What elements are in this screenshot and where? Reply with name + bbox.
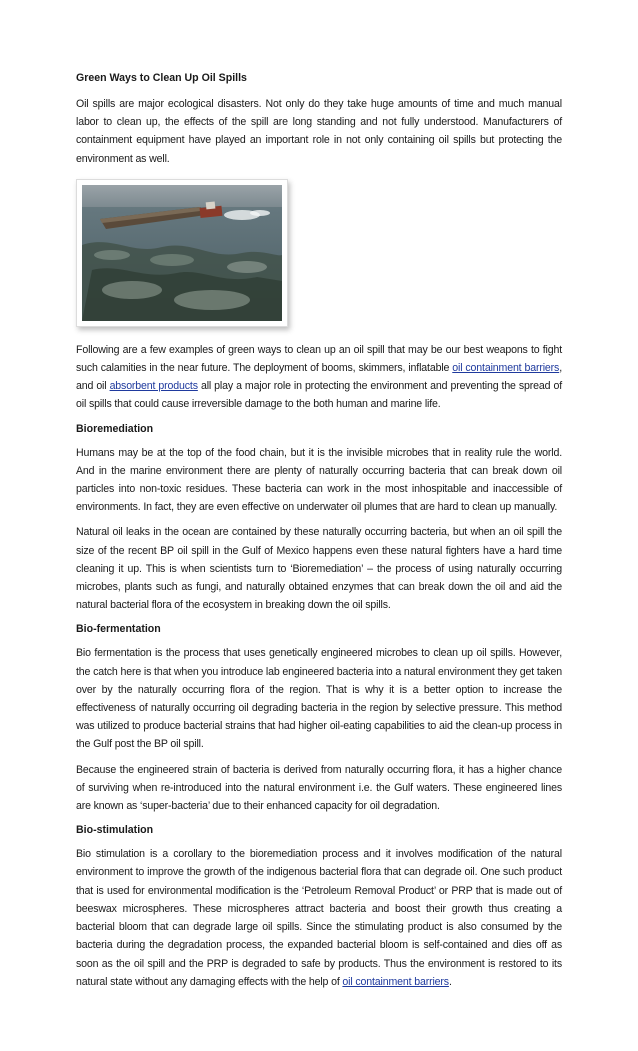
examples-text-b: , and oil xyxy=(76,362,562,393)
examples-paragraph xyxy=(76,341,562,414)
absorbent-products-link[interactable]: absorbent products xyxy=(109,380,198,393)
bioremediation-heading: Bioremediation xyxy=(76,422,154,435)
oil-spill-photo-frame xyxy=(76,179,288,327)
examples-text-a: Following are a few examples of green ways to clean up an oil spill that may be our best weapons to fight such calamities in the near future. The deployment of booms, skimmers, inflatable xyxy=(76,343,562,375)
bioremediation-paragraph-2: Natural oil leaks in the ocean are contained by these naturally occurring bacteria, but when an oil spill the size of the recent BP oil spill in the Gulf of Mexico happens even these natural fighters have a hard time cleaning it up. This is when scientists turn to ‘Bioremediation’ – the process of using naturally occurring microbes, plants such as fungi, and naturally obtained enzymes that can break down the oil and aid the natural bacterial flora of the ecosystem in breaking down the oil spills. xyxy=(76,526,562,612)
oil-containment-barriers-link[interactable]: oil containment barriers xyxy=(452,362,560,375)
document-page xyxy=(76,70,562,998)
bioremediation-paragraph-1: Humans may be at the top of the food chain, but it is the invisible microbes that in reality rule the world. And in the marine environment there are plenty of naturally occurring bacteria that can break down oil particles into non-toxic residues. These bacteria can work in the most inhospitable and inaccessible of environments. In fact, they are even effective on underwater oil plumes that are hard to clean up manually. xyxy=(76,446,562,514)
biofermentation-paragraph-2: Because the engineered strain of bacteria is derived from naturally occurring flora, it has a higher chance of surviving when re-introduced into the natural environment i.e. the Gulf waters. These engineered lines are known as ‘super-bacteria’ due to their enhanced capacity for oil degradation. xyxy=(76,763,562,813)
oil-containment-barriers-link-2[interactable]: oil containment barriers xyxy=(342,975,449,988)
biofermentation-paragraph-1: Bio fermentation is the process that uses genetically engineered microbes to clean up oil spills. However, the catch here is that when you introduce lab engineered bacteria into a natural environment they get taken over by the naturally occurring flora of the region. That is why it is a better option to increase the effectiveness of naturally occurring oil degrading bacteria in the region by selective pressure. This method was utilized to produce bacterial strains that had higher oil-eating capabilities to aid the clean-up process in the Gulf post the BP oil spill. xyxy=(76,647,562,751)
document-title: Green Ways to Clean Up Oil Spills xyxy=(76,72,247,84)
intro-paragraph: Oil spills are major ecological disasters. Not only do they take huge amounts of time and much manual labor to clean up, the effects of the spill are long standing and not fully understood. Manufacturers of containment equipment have played an important role in not only containing oil spills but protecting the environment as well. xyxy=(76,98,562,165)
examples-text-c: all play a major role in protecting the environment and preventing the spread of oil spills that could cause irreversible damage to the both human and marine life. xyxy=(76,380,563,411)
biofermentation-heading: Bio-fermentation xyxy=(76,623,161,636)
biostimulation-text-b: . xyxy=(448,975,452,988)
biostimulation-text-a: Bio stimulation is a corollary to the bioremediation process and it involves modification of the natural environment to improve the growth of the indigenous bacterial flora that can degrade oil. One such product that is used for environmental modification is the ‘Petroleum Removal Product’ or PRP that is made out of beeswax microspheres. These microspheres attract bacteria and boost their growth thus creating a bacterial bloom that can degrade large oil spills. Since the stimulating product is also consumed by the bacteria during the degradation process, the expanded bacterial bloom is self-contained and dies off as soon as the oil spill and the PRP is degraded to safe by products. Thus the environment is restored to its natural state without any damaging effects with the help of xyxy=(76,848,562,988)
biostimulation-heading: Bio-stimulation xyxy=(76,824,154,837)
biostimulation-paragraph xyxy=(76,845,562,991)
oil-spill-photo-icon xyxy=(82,185,282,321)
